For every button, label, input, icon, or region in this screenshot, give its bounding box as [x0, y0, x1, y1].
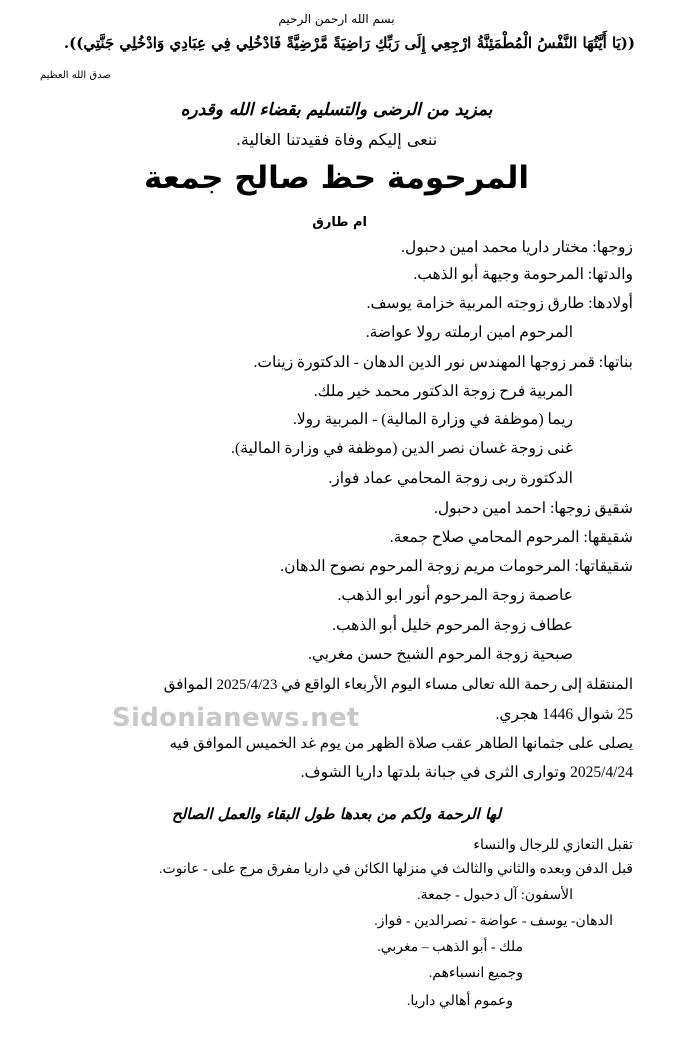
family-line: والدتها: المرحومة وجيهة أبو الذهب. — [413, 266, 633, 283]
condolences-line: الدهان- يوسف - عواضة - نصرالدين - فواز. — [374, 914, 613, 929]
basmala: بسم الله ارحمن الرحيم — [278, 12, 395, 26]
death-notice-line: المنتقلة إلى رحمة الله تعالى مساء اليوم الأربعاء الواقع في 2025/4/23 الموافق — [163, 677, 633, 693]
sadaq-text: صدق الله العظيم — [40, 70, 111, 81]
condolences-line: تقبل التعازي للرجال والنساء — [473, 838, 633, 853]
family-line: بناتها: قمر زوجها المهندس نور الدين الدهان - الدكتورة زينات. — [253, 354, 633, 371]
condolences-line: وجميع انسباءهم. — [428, 966, 523, 981]
family-line: زوجها: مختار داريا محمد امين دحبول. — [401, 239, 633, 256]
condolences-line: الأسفون: آل دحبول - جمعة. — [417, 888, 573, 903]
deceased-name: المرحومة حظ صالح جمعة — [143, 160, 530, 196]
condolences-line: وعموم أهالي داريا. — [406, 994, 513, 1009]
family-line: عطاف زوجة المرحوم خليل أبو الذهب. — [332, 617, 573, 634]
intro-line-2: ننعى إليكم وفاة فقيدتنا الغالية. — [235, 130, 438, 149]
condolences-line: ملك - أبو الذهب – مغربي. — [377, 940, 523, 955]
family-line: الدكتورة ربى زوجة المحامي عماد فواز. — [328, 470, 573, 487]
closing-prayer: لها الرحمة ولكم من بعدها طول البقاء والعمل الصالح — [171, 805, 501, 823]
death-notice-line: 2025/4/24 وتوارى الثرى في جبانة بلدتها داريا الشوف. — [300, 764, 633, 781]
death-notice-line: 25 شوال 1446 هجري. — [495, 706, 633, 723]
family-line: صبحية زوجة المرحوم الشيخ حسن مغربي. — [308, 646, 573, 663]
family-line: شقيق زوجها: احمد امين دحبول. — [433, 500, 633, 517]
condolences-line: قبل الدفن وبعده والثاني والثالث في منزلها الكائن في داريا مفرق مرج على - عانوت. — [159, 862, 633, 877]
family-line: ريما (موظفة في وزارة المالية) - المربية رولا. — [292, 411, 573, 428]
family-line: المربية فرح زوجة الدكتور محمد خير ملك. — [313, 383, 573, 400]
family-line: عاصمة زوجة المرحوم أنور ابو الذهب. — [337, 587, 573, 604]
intro-line-1: بمزيد من الرضى والتسليم بقضاء الله وقدره — [180, 100, 493, 120]
death-notice-line: يصلى على جثمانها الطاهر عقب صلاة الظهر من يوم غد الخميس الموافق فيه — [169, 736, 633, 752]
family-line: أولادها: طارق زوجته المربية خزامة يوسف. — [366, 295, 633, 312]
quran-verse: ((يَا أَيَّتُهَا النَّفْسُ الْمُطْمَئِنَّةُ ارْجِعِي إِلَى رَبِّكِ رَاضِيَةً مَّرْضِيَّةً فَادْخُلِي فِي عِبَادِي وَادْخُلِي جَنَّتِي)). — [63, 34, 635, 52]
family-line: شقيقها: المرحوم المحامي صلاح جمعة. — [389, 529, 633, 546]
family-line: شقيقاتها: المرحومات مريم زوجة المرحوم نصوح الدهان. — [280, 558, 633, 575]
deceased-kunya: ام طارق — [312, 215, 367, 230]
family-line: المرحوم امين ارملته رولا عواضة. — [365, 324, 573, 341]
watermark: Sidonianews.net — [112, 703, 360, 733]
family-line: غنى زوجة غسان نصر الدين (موظفة في وزارة المالية). — [231, 440, 573, 457]
